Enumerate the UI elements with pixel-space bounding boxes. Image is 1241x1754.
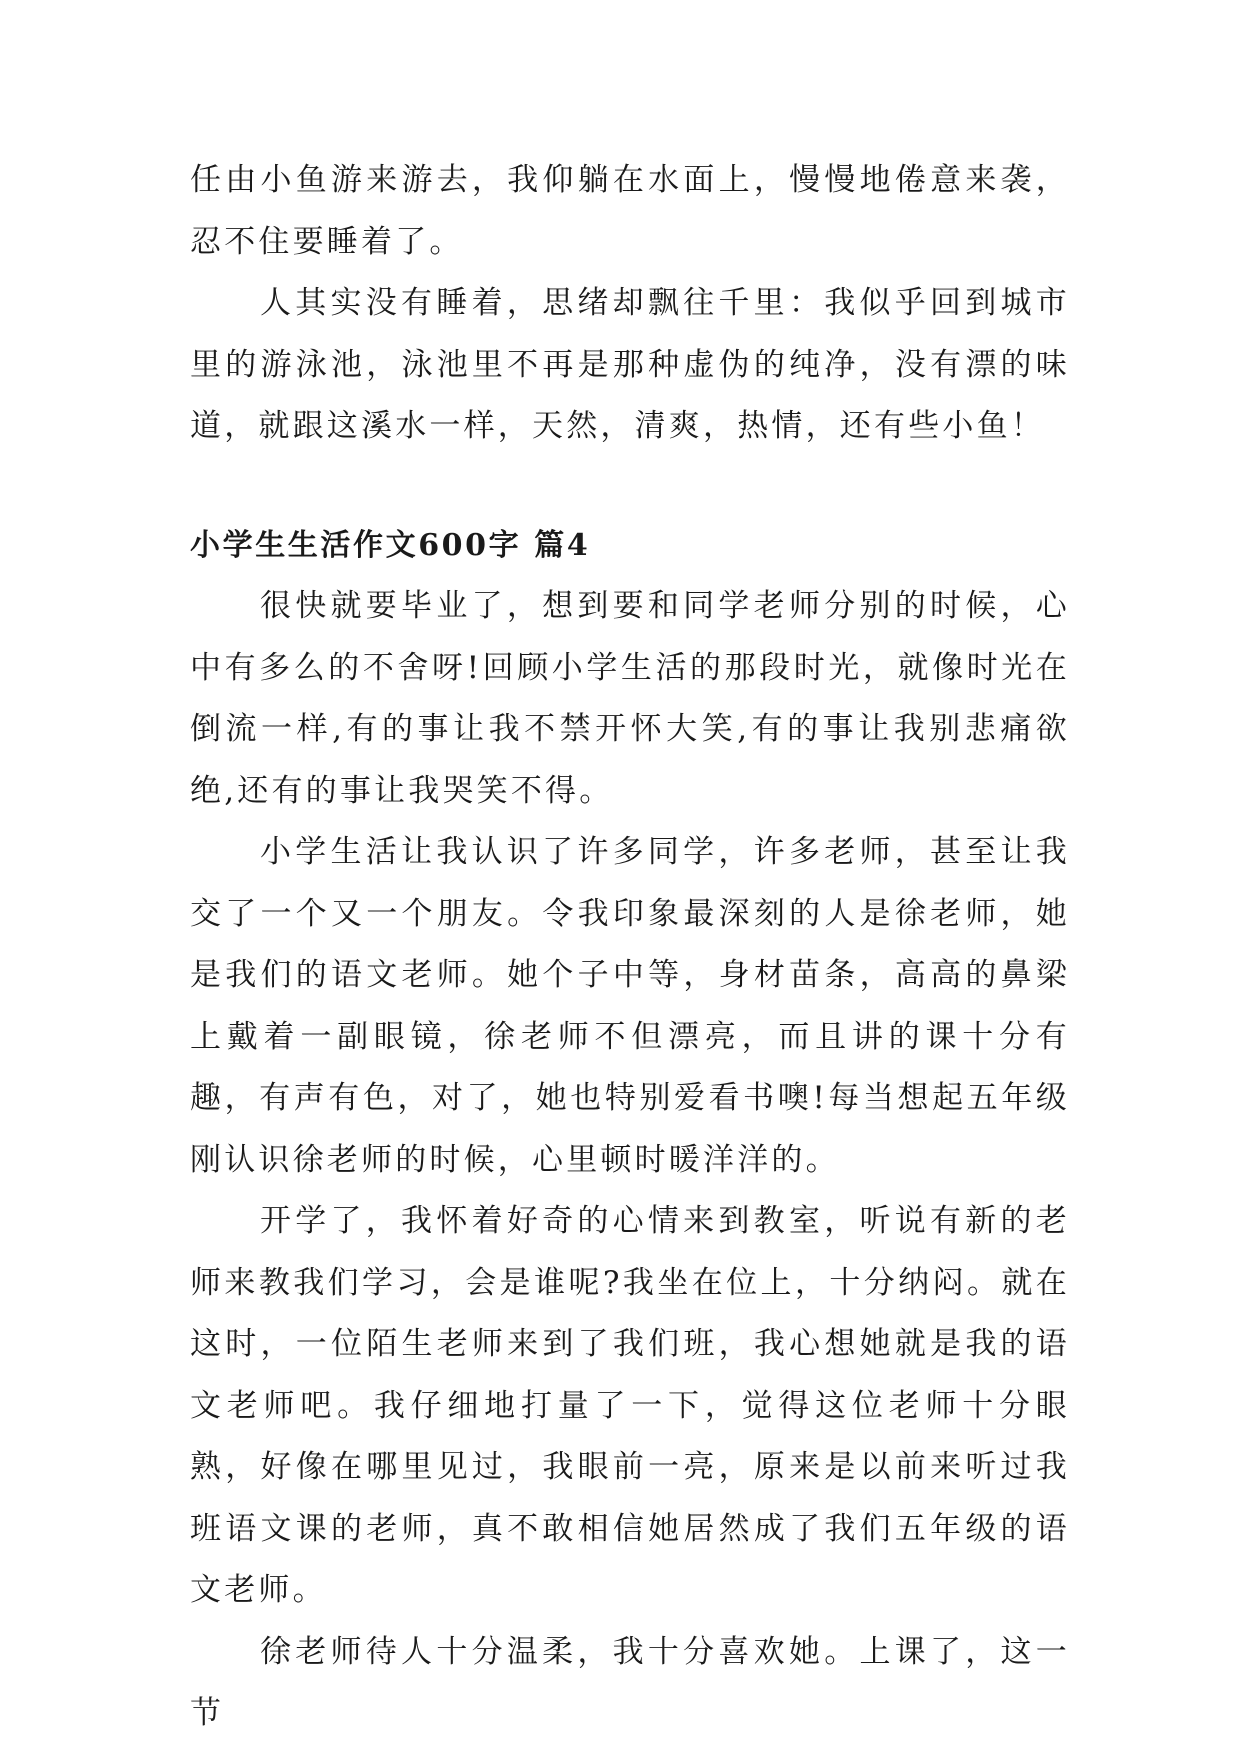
paragraph-first-day: 开学了，我怀着好奇的心情来到教室，听说有新的老师来教我们学习，会是谁呢?我坐在位上，十分纳闷。就在这时，一位陌生老师来到了我们班，我心想她就是我的语文老师吧。我仔细地打量了一下，觉得这位老师十分眼熟，好像在哪里见过，我眼前一亮，原来是以前来听过我班语文课的老师，真不敢相信她居然成了我们五年级的语文老师。 [190,1203,1070,1608]
paragraph-daydream: 人其实没有睡着，思绪却飘往千里：我似乎回到城市里的游泳池，泳池里不再是那种虚伪的纯净，没有漂的味道，就跟这溪水一样，天然，清爽，热情，还有些小鱼！ [190,285,1070,444]
paragraph-teacher-intro: 小学生活让我认识了许多同学，许多老师，甚至让我交了一个又一个朋友。令我印象最深刻的人是徐老师，她是我们的语文老师。她个子中等，身材苗条，高高的鼻梁上戴着一副眼镜，徐老师不但漂亮，而且讲的课十分有趣，有声有色，对了，她也特别爱看书噢!每当想起五年级刚认识徐老师的时候，心里顿时暖洋洋的。 [190,834,1070,1178]
document-page [190,150,1070,1745]
paragraph-continued: 任由小鱼游来游去，我仰躺在水面上，慢慢地倦意来袭，忍不住要睡着了。 [190,162,1070,260]
paragraph-graduation: 很快就要毕业了，想到要和同学老师分别的时候，心中有多么的不舍呀!回顾小学生活的那段时光，就像时光在倒流一样,有的事让我不禁开怀大笑,有的事让我别悲痛欲绝,还有的事让我哭笑不得。 [190,588,1070,809]
section-title: 小学生生活作文600字 篇4 [190,527,591,563]
paragraph-gentle-teacher: 徐老师待人十分温柔，我十分喜欢她。上课了，这一节 [190,1633,1070,1731]
